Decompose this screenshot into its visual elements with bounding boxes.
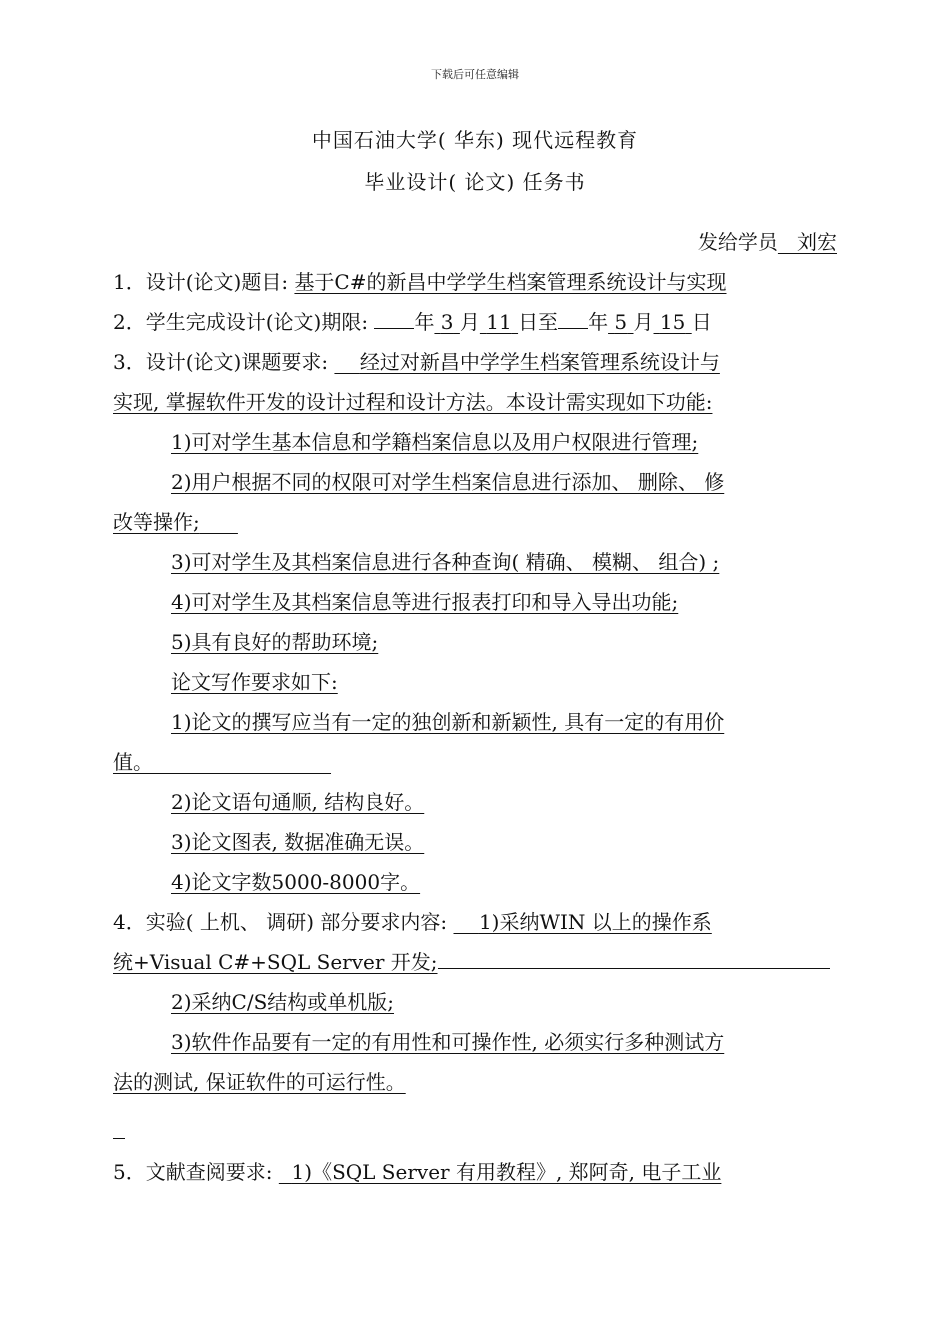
recipient-line [113,228,837,258]
item4-text: 1)采纳WIN 以上的操作系 [478,910,712,934]
start-month: 3 [440,310,454,334]
start-year-blank [374,308,414,329]
item1-label: 1．设计(论文)题目: [113,270,289,294]
item4-label: 4．实验( 上机、 调研) 部分要求内容: [113,910,448,934]
item4-line [113,908,837,938]
writing-requirement: 2)论文语句通顺, 结构良好。 [171,790,425,814]
item2-label: 2．学生完成设计(论文)期限: [113,310,369,334]
item3-text-line: 实现, 掌握软件开发的设计过程和设计方法。本设计需实现如下功能: [113,390,713,414]
writing-requirements-heading: 论文写作要求如下: [171,670,338,694]
item5-value: 1)《SQL Server 有用教程》, 郑阿奇, 电子工业 [291,1160,722,1184]
item3-line [113,348,837,378]
end-month: 5 [614,310,628,334]
start-day: 11 [486,310,512,334]
writing-requirement-cont: 值。 [113,750,153,774]
item3-requirement: 4)可对学生及其档案信息等进行报表打印和导入导出功能; [171,590,679,614]
header-note: 下载后可任意编辑 [431,68,519,81]
item4-requirement-cont: 法的测试, 保证软件的可运行性。 [113,1070,406,1094]
title-institution: 中国石油大学( 华东) 现代远程教育 [311,128,639,152]
writing-requirement: 4)论文字数5000-8000字。 [171,870,421,894]
item2-line: 2．学生完成设计(论文)期限: 年 3 月 11 日至 年 5 月 15 日 [113,310,712,334]
item5-line [113,1158,837,1188]
item3-text: 经过对新昌中学学生档案管理系统设计与 [359,350,720,374]
writing-requirement: 3)论文图表, 数据准确无误。 [171,830,425,854]
item3-requirement: 2)用户根据不同的权限可对学生档案信息进行添加、 删除、 修 [171,470,725,494]
item4-requirement: 3)软件作品要有一定的有用性和可操作性, 必须实行多种测试方 [171,1030,725,1054]
item3-requirement-cont: 改等操作; [113,510,200,534]
item5-label: 5．文献查阅要求: [113,1160,273,1184]
item3-requirement: 3)可对学生及其档案信息进行各种查询( 精确、 模糊、 组合) ; [171,550,720,574]
item3-requirement: 1)可对学生基本信息和学籍档案信息以及用户权限进行管理; [171,430,699,454]
item3-requirement: 5)具有良好的帮助环境; [171,630,379,654]
item1-value: 基于C#的新昌中学学生档案管理系统设计与实现 [294,270,727,294]
title-document: 毕业设计( 论文) 任务书 [364,170,586,194]
item4-text-line: 统+Visual C#+SQL Server 开发; [113,948,837,978]
recipient-name: 刘宏 [797,230,837,254]
recipient-label: 发给学员 [697,230,778,254]
item3-label: 3．设计(论文)课题要求: [113,350,329,374]
end-day: 15 [659,310,686,334]
writing-requirement: 1)论文的撰写应当有一定的独创新和新颖性, 具有一定的有用价 [171,710,725,734]
end-year-blank [558,308,588,329]
blank-line [113,1118,837,1148]
item4-requirement: 2)采纳C/S结构或单机版; [171,990,395,1014]
item1-line [113,268,837,298]
